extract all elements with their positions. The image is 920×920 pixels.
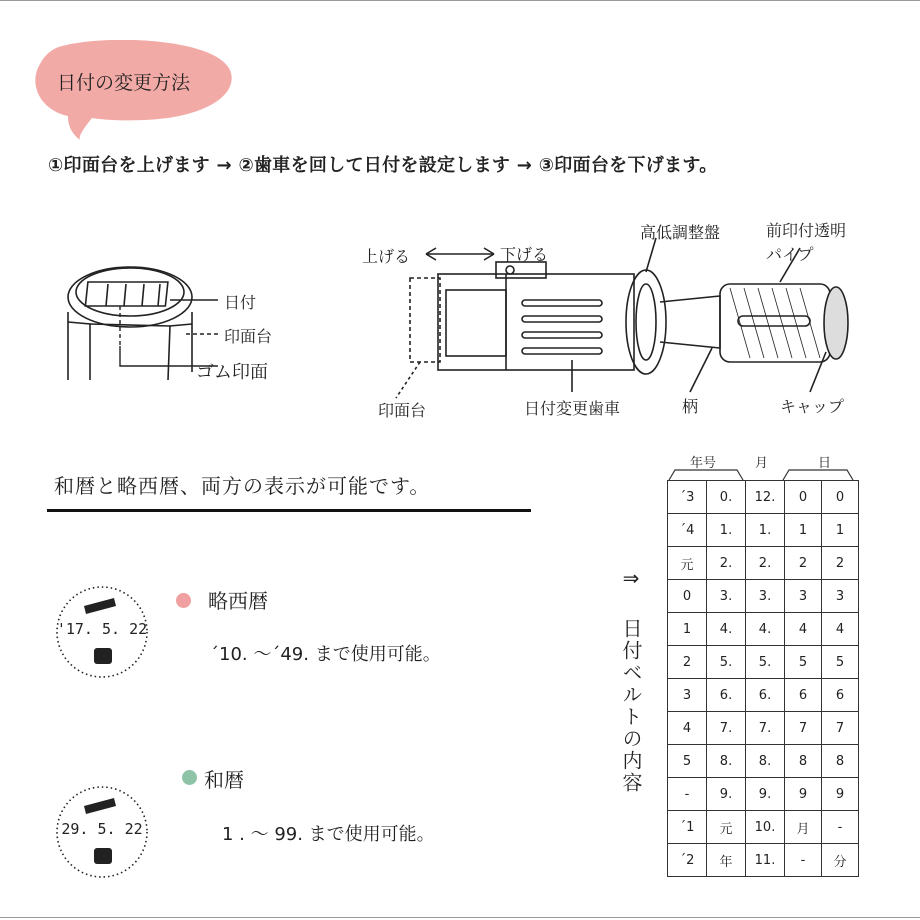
belt-cell: 5 (822, 646, 859, 679)
belt-cell: ´3 (668, 481, 707, 514)
belt-cell: 6. (746, 679, 785, 712)
table-row (668, 646, 859, 679)
label-stamp-base-right: 印面台 (378, 401, 427, 420)
belt-cell: ´2 (668, 844, 707, 877)
table-row (668, 745, 859, 778)
belt-cell: 1 (668, 613, 707, 646)
belt-caption: ⇒ 日付ベルトの内容 (619, 566, 643, 794)
belt-cell: 8 (785, 745, 822, 778)
steps-instruction: ①印面台を上げます → ②歯車を回して日付を設定します → ③印面台を下げます。 (48, 155, 718, 176)
table-row (668, 547, 859, 580)
table-row (668, 613, 859, 646)
western-dot (176, 593, 191, 608)
table-row (668, 580, 859, 613)
label-pipe-line2: パイプ (766, 245, 814, 264)
belt-cell: 7 (785, 712, 822, 745)
belt-cell: ´1 (668, 811, 707, 844)
belt-cell: 4. (707, 613, 746, 646)
belt-cell: 分 (822, 844, 859, 877)
table-row (668, 811, 859, 844)
belt-cell: 4 (668, 712, 707, 745)
belt-cell: 1. (746, 514, 785, 547)
belt-cell: 2. (707, 547, 746, 580)
belt-cell: 月 (785, 811, 822, 844)
belt-cell: 6 (822, 679, 859, 712)
belt-cell: 0 (668, 580, 707, 613)
belt-cell: 1. (707, 514, 746, 547)
belt-cell: - (785, 844, 822, 877)
belt-cell: - (668, 778, 707, 811)
date-belt-table (667, 480, 859, 877)
western-era-range: ´10. ～´49. まで使用可能。 (210, 644, 441, 665)
belt-cell: 3 (822, 580, 859, 613)
belt-cell: 9 (822, 778, 859, 811)
table-row (668, 481, 859, 514)
belt-cell: 5. (746, 646, 785, 679)
stamp-face-diagram (60, 262, 300, 396)
western-stamp-date: '17. 5. 22 (56, 620, 148, 638)
table-row (668, 844, 859, 877)
belt-cell: ´4 (668, 514, 707, 547)
belt-cell: 元 (707, 811, 746, 844)
japanese-stamp-date: 29. 5. 22 (61, 820, 143, 838)
label-height-dial: 高低調整盤 (640, 223, 721, 242)
belt-header-year: 年号 (690, 456, 717, 471)
belt-cell: 6. (707, 679, 746, 712)
belt-cell: 5 (668, 745, 707, 778)
belt-cell: 4 (822, 613, 859, 646)
label-rubber-face: ゴム印面 (196, 362, 268, 383)
belt-cell: 元 (668, 547, 707, 580)
belt-cell: 3. (707, 580, 746, 613)
belt-header-month: 月 (755, 456, 769, 471)
belt-cell: 8. (746, 745, 785, 778)
belt-cell: - (822, 811, 859, 844)
top-border (0, 0, 920, 1)
japanese-stamp-sample (54, 784, 150, 880)
table-row (668, 712, 859, 745)
label-cap: キャップ (780, 397, 845, 416)
table-row (668, 514, 859, 547)
belt-cell: 3 (668, 679, 707, 712)
belt-header-day: 日 (818, 456, 832, 471)
belt-cell: 2 (785, 547, 822, 580)
label-stamp-base: 印面台 (224, 327, 273, 346)
belt-cell: 7. (707, 712, 746, 745)
belt-cell: 1 (822, 514, 859, 547)
belt-cell: 4. (746, 613, 785, 646)
belt-cell: 2 (668, 646, 707, 679)
belt-cell: 7. (746, 712, 785, 745)
bottom-border (0, 917, 920, 918)
belt-cell: 10. (746, 811, 785, 844)
belt-cell: 8 (822, 745, 859, 778)
label-handle: 柄 (682, 397, 699, 416)
western-stamp-sample (54, 584, 150, 680)
belt-cell: 9. (746, 778, 785, 811)
belt-cell: 6 (785, 679, 822, 712)
japanese-dot (182, 770, 197, 785)
belt-cell: 5 (785, 646, 822, 679)
section-rule (47, 509, 531, 512)
belt-cell: 0 (785, 481, 822, 514)
western-era-name: 略西暦 (208, 589, 268, 613)
japanese-era-name: 和暦 (204, 768, 244, 792)
belt-cell: 4 (785, 613, 822, 646)
belt-cell: 1 (785, 514, 822, 547)
japanese-era-range: 1 . ～ 99. まで使用可能。 (222, 824, 435, 845)
belt-cell: 年 (707, 844, 746, 877)
stamp-mechanism-diagram (360, 212, 880, 426)
belt-cell: 0 (822, 481, 859, 514)
belt-cell: 5. (707, 646, 746, 679)
belt-cell: 11. (746, 844, 785, 877)
bubble-title: 日付の変更方法 (57, 72, 191, 94)
label-lower: 下げる (500, 245, 549, 264)
belt-cell: 12. (746, 481, 785, 514)
belt-cell: 9 (785, 778, 822, 811)
label-raise: 上げる (362, 247, 411, 266)
label-date-gear: 日付変更歯車 (524, 399, 621, 418)
belt-cell: 9. (707, 778, 746, 811)
belt-cell: 2 (822, 547, 859, 580)
belt-cell: 0. (707, 481, 746, 514)
label-pipe-line1: 前印付透明 (766, 221, 847, 240)
label-date: 日付 (224, 293, 257, 312)
era-heading: 和暦と略西暦、両方の表示が可能です。 (54, 474, 431, 498)
table-row (668, 778, 859, 811)
belt-cell: 7 (822, 712, 859, 745)
table-row (668, 679, 859, 712)
belt-cell: 3 (785, 580, 822, 613)
belt-cell: 2. (746, 547, 785, 580)
belt-cell: 8. (707, 745, 746, 778)
belt-cell: 3. (746, 580, 785, 613)
